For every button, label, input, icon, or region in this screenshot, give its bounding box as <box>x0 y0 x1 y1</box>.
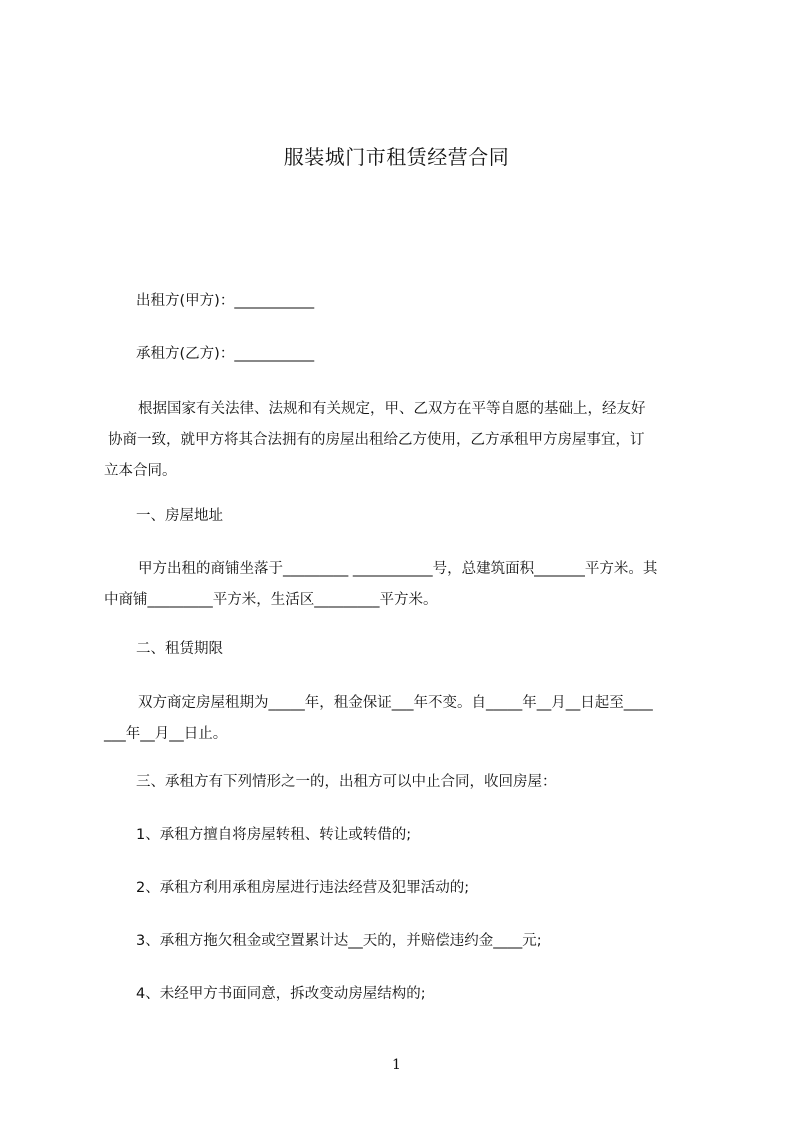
clause-item: 1、承租方擅自将房屋转租、转让或转借的; <box>136 827 412 843</box>
intro-line: 立本合同。 <box>104 463 177 479</box>
section1-line: 中商铺_________平方米，生活区_________平方米。 <box>104 592 438 608</box>
intro-paragraph <box>104 394 704 487</box>
page-number: 1 <box>392 1057 401 1073</box>
section1-line: 甲方出租的商铺坐落于_________ ___________号，总建筑面积_______平方米。其 <box>138 561 658 577</box>
document-title: 服装城门市租赁经营合同 <box>283 145 510 169</box>
intro-line: 协商一致，就甲方将其合法拥有的房屋出租给乙方使用，乙方承租甲方房屋事宜，订 <box>108 432 645 448</box>
lessee-line: 承租方(乙方)：___________ <box>136 346 315 362</box>
section2-line: ___年__月__日止。 <box>104 726 228 742</box>
clause-item: 4、未经甲方书面同意，拆改变动房屋结构的; <box>136 986 426 1002</box>
section2-heading: 二、租赁期限 <box>136 641 223 657</box>
section3-heading: 三、承租方有下列情形之一的，出租方可以中止合同，收回房屋： <box>136 774 557 790</box>
clause-item: 3、承租方拖欠租金或空置累计达__天的，并赔偿违约金____元; <box>136 933 542 949</box>
section1-body <box>104 554 704 616</box>
lessor-line: 出租方(甲方)：___________ <box>136 293 315 309</box>
section1-heading: 一、房屋地址 <box>136 508 223 524</box>
section2-line: 双方商定房屋租期为_____年，租金保证___年不变。自_____年__月__日起至____ <box>138 695 653 711</box>
clause-item: 2、承租方利用承租房屋进行违法经营及犯罪活动的; <box>136 880 470 896</box>
section2-body <box>104 688 704 750</box>
intro-line: 根据国家有关法律、法规和有关规定，甲、乙双方在平等自愿的基础上，经友好 <box>138 401 646 417</box>
